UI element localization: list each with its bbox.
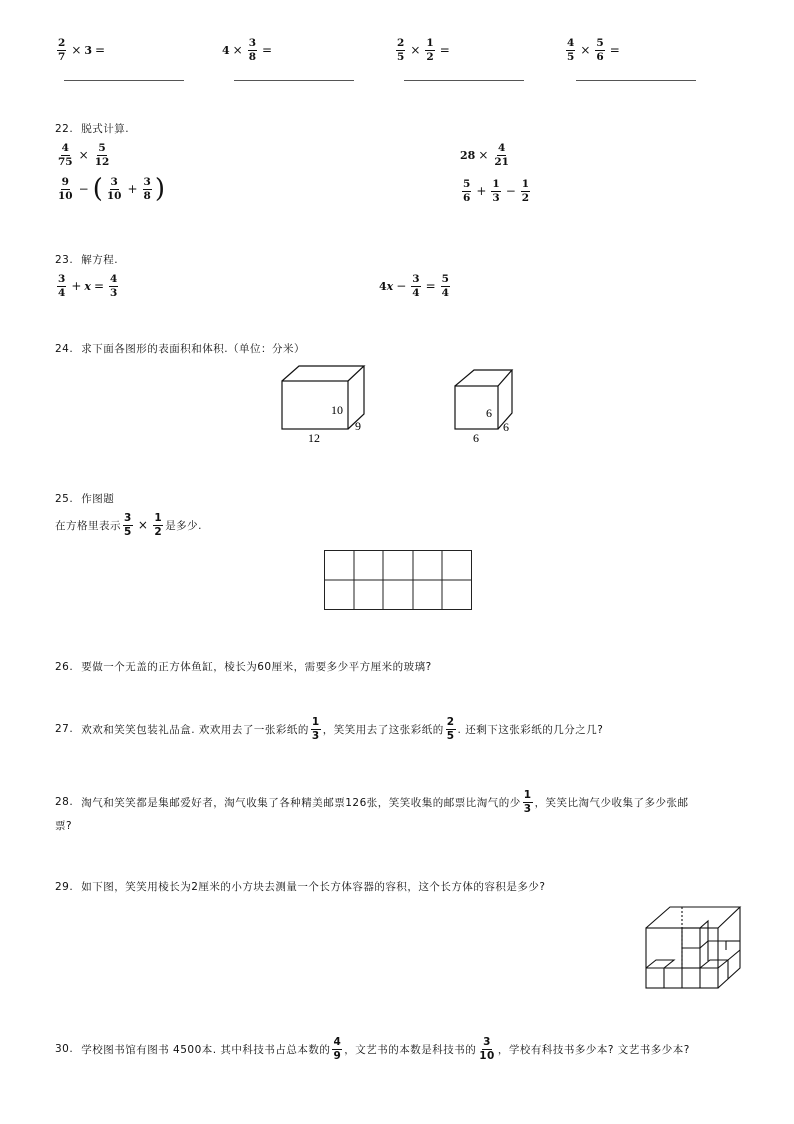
answer-line[interactable] bbox=[64, 80, 184, 81]
expr-top-4: $\frac{4}{5}$ × $\frac{5}{6}$ = bbox=[567, 37, 620, 63]
expr-top-3: $\frac{2}{5}$ × $\frac{1}{2}$ = bbox=[397, 37, 450, 63]
fraction: $\frac{1}{2}$ bbox=[426, 37, 434, 63]
fraction: $\frac{3}{10}$ bbox=[479, 1036, 495, 1062]
fraction: $\frac{4}{5}$ bbox=[567, 37, 575, 63]
q22-expression-1: $\frac{4}{75}$ × $\frac{5}{12}$ bbox=[58, 142, 110, 168]
fraction: $\frac{1}{3}$ bbox=[492, 178, 500, 204]
cuboid-width-label: 9 bbox=[355, 419, 361, 433]
question-28-continued: 票? bbox=[55, 820, 73, 832]
question-28: 28. 淘气和笑笑都是集邮爱好者，淘气收集了各种精美邮票126张，笑笑收集的邮票比淘气的少 $\frac{1}{3}$ ，笑笑比淘气少收集了多少张邮 bbox=[55, 789, 689, 815]
q22-expression-4: $\frac{5}{6}$ + $\frac{1}{3}$ − $\frac{1}{2}$ bbox=[463, 178, 530, 204]
fraction: $\frac{4}{3}$ bbox=[110, 273, 118, 299]
fraction: $\frac{1}{3}$ bbox=[311, 716, 320, 742]
q22-expression-3: $\frac{9}{10}$ − ( $\frac{3}{10}$ + $\frac{3}{8}$ ) bbox=[58, 174, 165, 204]
fraction: $\frac{1}{2}$ bbox=[154, 512, 163, 538]
fraction: $\frac{5}{4}$ bbox=[441, 273, 449, 299]
question-29: 29. 如下图，笑笑用棱长为2厘米的小方块去测量一个长方体容器的容积，这个长方体的容积是多少? bbox=[55, 880, 546, 893]
cube-depth-label: 6 bbox=[503, 420, 509, 434]
fraction: $\frac{4}{9}$ bbox=[333, 1036, 342, 1062]
fraction: $\frac{4}{21}$ bbox=[494, 142, 509, 168]
answer-line[interactable] bbox=[234, 80, 354, 81]
q25-prompt: 在方格里表示 $\frac{3}{5}$ × $\frac{1}{2}$ 是多少. bbox=[55, 512, 203, 538]
cube-top-face bbox=[455, 370, 512, 386]
answer-line[interactable] bbox=[576, 80, 696, 81]
question-24-heading: 24. 求下面各图形的表面积和体积.（单位：分米） bbox=[55, 342, 306, 355]
fraction: $\frac{3}{10}$ bbox=[106, 176, 122, 202]
fraction: $\frac{4}{75}$ bbox=[58, 142, 73, 168]
fraction: $\frac{1}{3}$ bbox=[523, 789, 532, 815]
question-30: 30. 学校图书馆有图书 4500本. 其中科技书占总本数的 $\frac{4}{9}$ ，文艺书的本数是科技书的 $\frac{3}{10}$ ，学校有科技书多少本? 文艺书多少本? bbox=[55, 1036, 690, 1062]
question-27: 27. 欢欢和笑笑包装礼品盒. 欢欢用去了一张彩纸的 $\frac{1}{3}$ ，笑笑用去了这张彩纸的 $\frac{2}{5}$ . 还剩下这张彩纸的几分之几? bbox=[55, 716, 604, 742]
cuboid-top-face bbox=[282, 366, 364, 381]
question-23-heading: 23. 解方程. bbox=[55, 253, 119, 266]
fraction: $\frac{3}{4}$ bbox=[58, 273, 66, 299]
answer-line[interactable] bbox=[404, 80, 524, 81]
fraction: $\frac{3}{8}$ bbox=[143, 176, 151, 202]
fraction: $\frac{5}{6}$ bbox=[596, 37, 604, 63]
cuboid-height-label: 10 bbox=[331, 403, 343, 417]
question-25-heading: 25. 作图题 bbox=[55, 492, 115, 505]
question-22-heading: 22. 脱式计算. bbox=[55, 122, 130, 135]
fraction: $\frac{9}{10}$ bbox=[58, 176, 73, 202]
q23-equation-2: 4 x − $\frac{3}{4}$ = $\frac{5}{4}$ bbox=[379, 273, 449, 299]
question-26: 26. 要做一个无盖的正方体鱼缸，棱长为60厘米，需要多少平方厘米的玻璃? bbox=[55, 660, 432, 673]
cube-figure bbox=[446, 364, 526, 446]
container-with-cubes-figure bbox=[640, 904, 744, 990]
fraction: $\frac{3}{4}$ bbox=[412, 273, 420, 299]
fraction: $\frac{3}{5}$ bbox=[124, 512, 132, 538]
fraction: $\frac{3}{8}$ bbox=[248, 37, 257, 63]
cuboid-length-label: 12 bbox=[308, 431, 320, 445]
q23-equation-1: $\frac{3}{4}$ + x = $\frac{4}{3}$ bbox=[58, 273, 118, 299]
fraction: $\frac{2}{5}$ bbox=[397, 37, 405, 63]
q22-expression-2: 28 × $\frac{4}{21}$ bbox=[460, 142, 509, 168]
fraction: $\frac{2}{7}$ bbox=[58, 37, 66, 63]
expr-top-2: 4 × $\frac{3}{8}$ = bbox=[222, 37, 273, 63]
expr-top-1: $\frac{2}{7}$ × 3 = bbox=[58, 37, 106, 63]
fraction: $\frac{5}{12}$ bbox=[94, 142, 110, 168]
fraction: $\frac{2}{5}$ bbox=[446, 716, 455, 742]
fraction: $\frac{1}{2}$ bbox=[521, 178, 530, 204]
fraction: $\frac{5}{6}$ bbox=[463, 178, 471, 204]
cube-height-label: 6 bbox=[486, 406, 492, 420]
cube-width-label: 6 bbox=[473, 431, 479, 445]
cuboid-figure bbox=[270, 360, 380, 446]
drawing-grid[interactable] bbox=[324, 550, 474, 612]
